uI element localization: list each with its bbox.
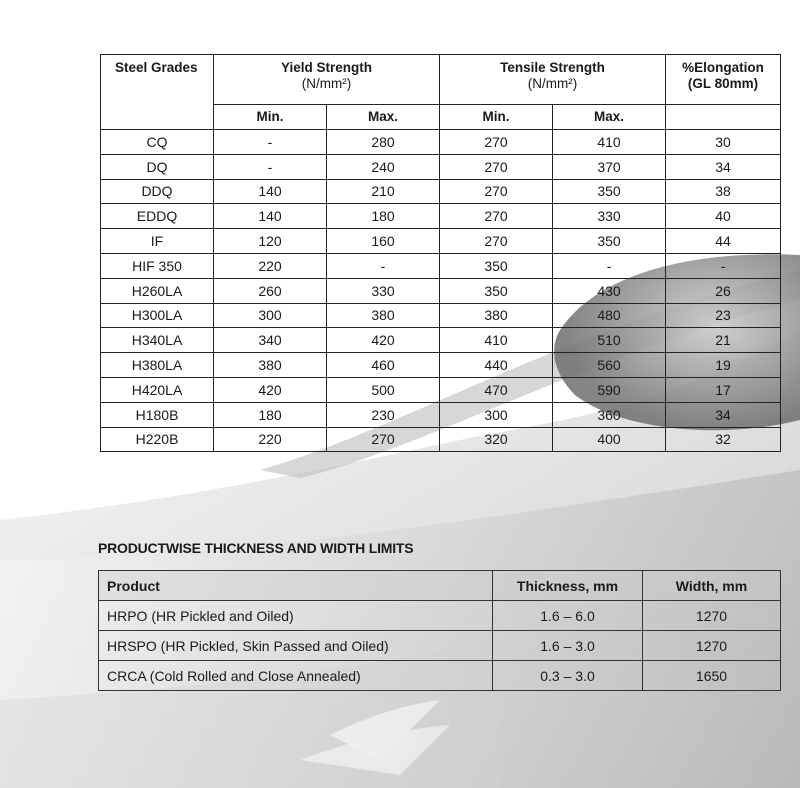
elongation-cell: 17 <box>666 377 781 402</box>
header-width: Width, mm <box>643 571 781 601</box>
thickness-width-limits-table <box>98 570 781 691</box>
elongation-cell: 34 <box>666 154 781 179</box>
steel-grade-cell: EDDQ <box>101 204 214 229</box>
tensile-max-cell: - <box>553 253 666 278</box>
table-row <box>99 661 781 691</box>
steel-grade-cell: IF <box>101 229 214 254</box>
yield-max-cell: 160 <box>327 229 440 254</box>
yield-max-cell: 230 <box>327 402 440 427</box>
table-row <box>101 179 781 204</box>
thickness-cell: 0.3 – 3.0 <box>493 661 643 691</box>
header-yield-strength <box>214 55 440 105</box>
tensile-strength-unit: (N/mm²) <box>527 76 578 91</box>
yield-max-cell: 380 <box>327 303 440 328</box>
thickness-cell: 1.6 – 3.0 <box>493 631 643 661</box>
header-elongation <box>666 55 781 105</box>
yield-min-cell: 300 <box>214 303 327 328</box>
product-cell: HRPO (HR Pickled and Oiled) <box>99 601 493 631</box>
tensile-max-cell: 590 <box>553 377 666 402</box>
table-row <box>99 631 781 661</box>
yield-min-cell: 220 <box>214 253 327 278</box>
thickness-cell: 1.6 – 6.0 <box>493 601 643 631</box>
yield-max-cell: 270 <box>327 427 440 452</box>
width-cell: 1650 <box>643 661 781 691</box>
table-row <box>101 427 781 452</box>
yield-max-cell: 210 <box>327 179 440 204</box>
tensile-max-cell: 510 <box>553 328 666 353</box>
yield-max-cell: 180 <box>327 204 440 229</box>
yield-min-cell: - <box>214 154 327 179</box>
table-row <box>99 601 781 631</box>
tensile-min-cell: 270 <box>440 204 553 229</box>
yield-min-cell: 380 <box>214 353 327 378</box>
elongation-cell: 23 <box>666 303 781 328</box>
table-row <box>101 154 781 179</box>
elongation-cell: 21 <box>666 328 781 353</box>
table-row <box>101 278 781 303</box>
width-cell: 1270 <box>643 601 781 631</box>
header-thickness: Thickness, mm <box>493 571 643 601</box>
yield-max-cell: 240 <box>327 154 440 179</box>
header-tensile-min: Min. <box>440 105 553 130</box>
header-elongation-blank <box>666 105 781 130</box>
yield-min-cell: 420 <box>214 377 327 402</box>
limits-header-row <box>99 571 781 601</box>
tensile-max-cell: 330 <box>553 204 666 229</box>
yield-min-cell: 120 <box>214 229 327 254</box>
tensile-max-cell: 360 <box>553 402 666 427</box>
section-title: PRODUCTWISE THICKNESS AND WIDTH LIMITS <box>98 540 414 556</box>
yield-min-cell: - <box>214 130 327 155</box>
limits-table-body <box>99 601 781 691</box>
steel-grade-cell: H220B <box>101 427 214 452</box>
yield-max-cell: 460 <box>327 353 440 378</box>
table-row <box>101 377 781 402</box>
table-row <box>101 130 781 155</box>
steel-grade-cell: H300LA <box>101 303 214 328</box>
steel-grade-cell: DDQ <box>101 179 214 204</box>
steel-grade-cell: H380LA <box>101 353 214 378</box>
product-cell: HRSPO (HR Pickled, Skin Passed and Oiled) <box>99 631 493 661</box>
elongation-cell: 38 <box>666 179 781 204</box>
elongation-cell: 19 <box>666 353 781 378</box>
table-row <box>101 402 781 427</box>
header-yield-max: Max. <box>327 105 440 130</box>
elongation-cell: 40 <box>666 204 781 229</box>
yield-strength-label: Yield Strength <box>281 60 373 75</box>
elongation-cell: 32 <box>666 427 781 452</box>
yield-min-cell: 140 <box>214 179 327 204</box>
yield-max-cell: - <box>327 253 440 278</box>
table-row <box>101 229 781 254</box>
tensile-max-cell: 480 <box>553 303 666 328</box>
elongation-cell: 34 <box>666 402 781 427</box>
header-steel-grades: Steel Grades <box>101 55 214 130</box>
tensile-max-cell: 350 <box>553 179 666 204</box>
yield-max-cell: 330 <box>327 278 440 303</box>
table-row <box>101 303 781 328</box>
yield-max-cell: 500 <box>327 377 440 402</box>
properties-table-body <box>101 130 781 452</box>
header-tensile-max: Max. <box>553 105 666 130</box>
steel-grade-cell: DQ <box>101 154 214 179</box>
steel-grade-cell: H340LA <box>101 328 214 353</box>
tensile-max-cell: 560 <box>553 353 666 378</box>
tensile-min-cell: 270 <box>440 154 553 179</box>
steel-grade-cell: CQ <box>101 130 214 155</box>
yield-strength-unit: (N/mm²) <box>301 76 352 91</box>
table-row <box>101 253 781 278</box>
tensile-min-cell: 440 <box>440 353 553 378</box>
header-yield-min: Min. <box>214 105 327 130</box>
elongation-cell: 44 <box>666 229 781 254</box>
table-header-row <box>101 55 781 105</box>
yield-min-cell: 260 <box>214 278 327 303</box>
tensile-max-cell: 370 <box>553 154 666 179</box>
tensile-max-cell: 410 <box>553 130 666 155</box>
table-row <box>101 204 781 229</box>
yield-min-cell: 340 <box>214 328 327 353</box>
yield-max-cell: 420 <box>327 328 440 353</box>
tensile-strength-label: Tensile Strength <box>500 60 605 75</box>
tensile-min-cell: 320 <box>440 427 553 452</box>
elongation-cell: - <box>666 253 781 278</box>
tensile-min-cell: 350 <box>440 278 553 303</box>
elongation-unit: (GL 80mm) <box>687 76 759 91</box>
elongation-cell: 26 <box>666 278 781 303</box>
tensile-min-cell: 380 <box>440 303 553 328</box>
header-product: Product <box>99 571 493 601</box>
table-row <box>101 328 781 353</box>
product-cell: CRCA (Cold Rolled and Close Annealed) <box>99 661 493 691</box>
tensile-min-cell: 300 <box>440 402 553 427</box>
yield-min-cell: 220 <box>214 427 327 452</box>
yield-max-cell: 280 <box>327 130 440 155</box>
mechanical-properties-table <box>100 54 781 452</box>
yield-min-cell: 180 <box>214 402 327 427</box>
steel-grade-cell: H180B <box>101 402 214 427</box>
tensile-min-cell: 410 <box>440 328 553 353</box>
tensile-min-cell: 470 <box>440 377 553 402</box>
tensile-min-cell: 350 <box>440 253 553 278</box>
tensile-max-cell: 350 <box>553 229 666 254</box>
tensile-min-cell: 270 <box>440 179 553 204</box>
steel-grade-cell: H260LA <box>101 278 214 303</box>
tensile-min-cell: 270 <box>440 130 553 155</box>
tensile-max-cell: 430 <box>553 278 666 303</box>
elongation-label: %Elongation <box>682 60 764 75</box>
steel-grade-cell: HIF 350 <box>101 253 214 278</box>
width-cell: 1270 <box>643 631 781 661</box>
tensile-min-cell: 270 <box>440 229 553 254</box>
yield-min-cell: 140 <box>214 204 327 229</box>
table-row <box>101 353 781 378</box>
tensile-max-cell: 400 <box>553 427 666 452</box>
elongation-cell: 30 <box>666 130 781 155</box>
header-tensile-strength <box>440 55 666 105</box>
steel-grade-cell: H420LA <box>101 377 214 402</box>
